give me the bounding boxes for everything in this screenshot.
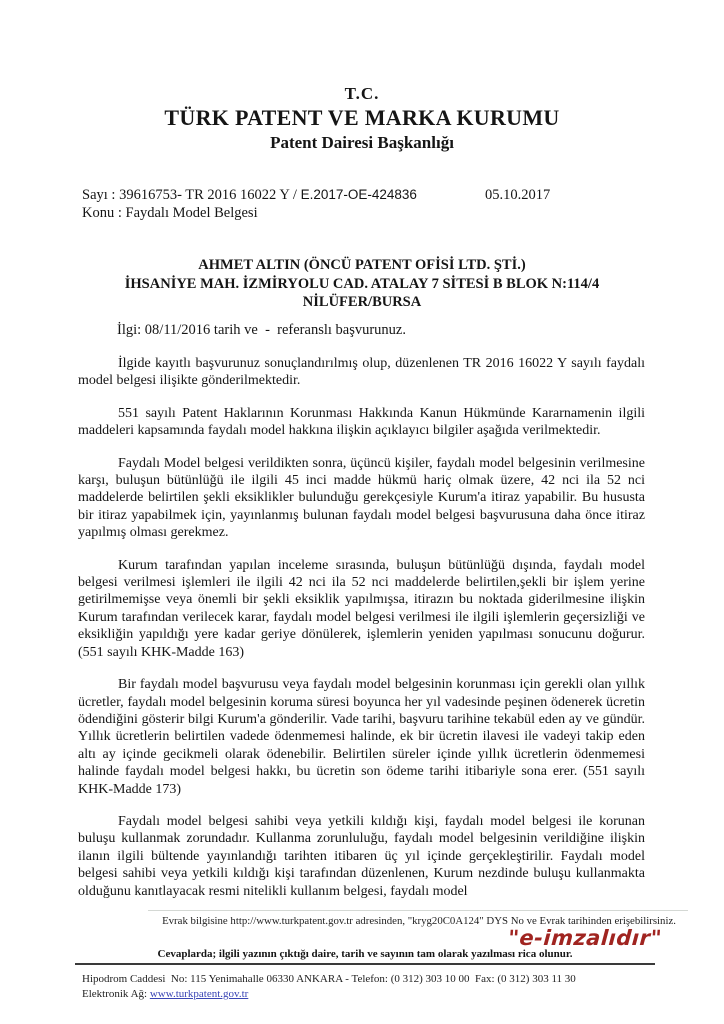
recipient-city: NİLÜFER/BURSA bbox=[302, 294, 422, 310]
footer-rule-divider bbox=[75, 963, 655, 965]
sayi-value: 39616753- TR 2016 16022 Y / bbox=[119, 187, 301, 203]
paragraph: 551 sayılı Patent Haklarının Korunması Hakkında Kanun Hükmünde Kararnamenin ilgili maddeleri kapsamında faydalı model hakkına ilişkin açıklayıcı bilgiler aşağıda verilmektedir. bbox=[78, 405, 645, 439]
sayi-label: Sayı : bbox=[82, 187, 120, 203]
sayi-line bbox=[82, 186, 642, 204]
konu-value: Faydalı Model Belgesi bbox=[125, 205, 258, 221]
department-name: Patent Dairesi Başkanlığı bbox=[270, 133, 454, 152]
recipient-block bbox=[0, 256, 724, 312]
footer-address: Hipodrom Caddesi No: 115 Yenimahalle 06330 ANKARA - Telefon: (0 312) 303 10 00 Fax: (0 312) 303 11 30 bbox=[82, 973, 576, 985]
network-label: Elektronik Ağ: bbox=[82, 988, 150, 1000]
footer-thin-divider bbox=[148, 910, 688, 911]
letter-body bbox=[78, 355, 645, 900]
konu-line bbox=[82, 204, 642, 222]
reference-line: İlgi: 08/11/2016 tarih ve - referanslı başvurunuz. bbox=[117, 322, 406, 338]
state-abbreviation: T.C. bbox=[344, 84, 380, 103]
reply-instruction-line: Cevaplarda; ilgili yazının çıktığı daire, tarih ve sayının tam olarak yazılması rica olunur. bbox=[157, 948, 573, 960]
paragraph: Kurum tarafından yapılan inceleme sırasında, buluşun bütünlüğü dışında, faydalı model belgesi verilmesi işlemleri ile ilgili 42 nci ila 52 nci maddelerde belirtilen,şekli bir işlem yerine getirilmemişse veya önemli bir şekli eksiklik yapılmışsa, itirazın bu noktada giderilmesine ilişkin Kurum tarafından verilecek karar, faydalı model belgesi verilmesi ile ilgili işlemlerin geçersizliği ve eksikliğin yapıldığı yere kadar geriye dönülerek, işlemlerin yeniden yapılması sonucunu doğurur. (551 sayılı KHK-Madde 163) bbox=[78, 557, 645, 660]
website-link[interactable]: www.turkpatent.gov.tr bbox=[149, 988, 249, 1000]
paragraph: Bir faydalı model başvurusu veya faydalı model belgesinin korunması için gerekli olan yıllık ücretler, faydalı model belgesinin koruma süresi boyunca her yıl vadesinde peşinen ödenerek ücretin ödendiğini gösterir bilgi Kurum'a gönderilir. Vade tarihi, başvuru tarihine tekabül eden ay ve gündür. Yıllık ücretlerin belirtilen vadede ödenmemesi halinde, ek bir ücretin ilavesi ile vadeyi takip eden altı ay içinde gecikmeli olarak ödenebilir. Belirtilen süreler içinde yıllık ücretlerin ödenmemesi halinde faydalı model belgesi hakkı, bu ücretin son ödeme tarihi itibariyle sona erer. (551 sayılı KHK-Madde 173) bbox=[78, 677, 645, 797]
paragraph: Faydalı Model belgesi verildikten sonra, üçüncü kişiler, faydalı model belgesinin verilmesine karşı, buluşun bütünlüğü ile ilgili 45 inci madde hükmü hariç olmak üzere, 42 nci ila 52 nci maddelerde belirtilen şekli eksiklikler bulunduğu gerekçesiyle Kurum'a itiraz yapabilir. Bu hususta bir itiraz yapabilmek için, yayınlanmış bulunan faydalı model belgesi başvurusuna daha önce itiraz yapılmış olması gerekmez. bbox=[78, 455, 645, 541]
recipient-address: İHSANİYE MAH. İZMİRYOLU CAD. ATALAY 7 SİTESİ B BLOK N:114/4 bbox=[124, 275, 600, 292]
evrak-info-line: Evrak bilgisine http://www.turkpatent.gov.tr adresinden, "kryg20C0A124" DYS No ve Evrak tarihinden erişebilirsiniz. bbox=[162, 915, 676, 927]
e-signature-stamp: "e-imzalıdır" bbox=[507, 926, 663, 950]
letterhead bbox=[0, 84, 724, 153]
sayi-electronic-ref: E.2017-OE-424836 bbox=[300, 187, 417, 202]
document-date: 05.10.2017 bbox=[485, 187, 551, 203]
konu-label: Konu : bbox=[82, 205, 126, 221]
paragraph: Faydalı model belgesi sahibi veya yetkili kıldığı kişi, faydalı model belgesi ile korunan buluşu kullanmak zorundadır. Kullanma zorunluluğu, faydalı model belgesinin verildiğine ilişkin ilanın ilgili bültende yayınlandığı tarihten itibaren üç yıl içinde gerçekleştirilir. Faydalı model belgesi sahibi veya yetkili kıldığı kişi tarafından düzenlenen, Kurum nezdinde buluşu kullanmakta olduğunu kanıtlayacak resmi nitelikli kullanım belgesi, faydalı model bbox=[78, 813, 645, 899]
recipient-name: AHMET ALTIN (ÖNCÜ PATENT OFİSİ LTD. ŞTİ.) bbox=[198, 257, 526, 273]
organization-name: TÜRK PATENT VE MARKA KURUMU bbox=[164, 105, 560, 130]
footer-network bbox=[82, 988, 248, 1000]
paragraph: İlgide kayıtlı başvurunuz sonuçlandırılmış olup, düzenlenen TR 2016 16022 Y sayılı faydalı model belgesi ilişikte gönderilmektedir. bbox=[78, 356, 645, 389]
document-meta bbox=[82, 186, 642, 222]
